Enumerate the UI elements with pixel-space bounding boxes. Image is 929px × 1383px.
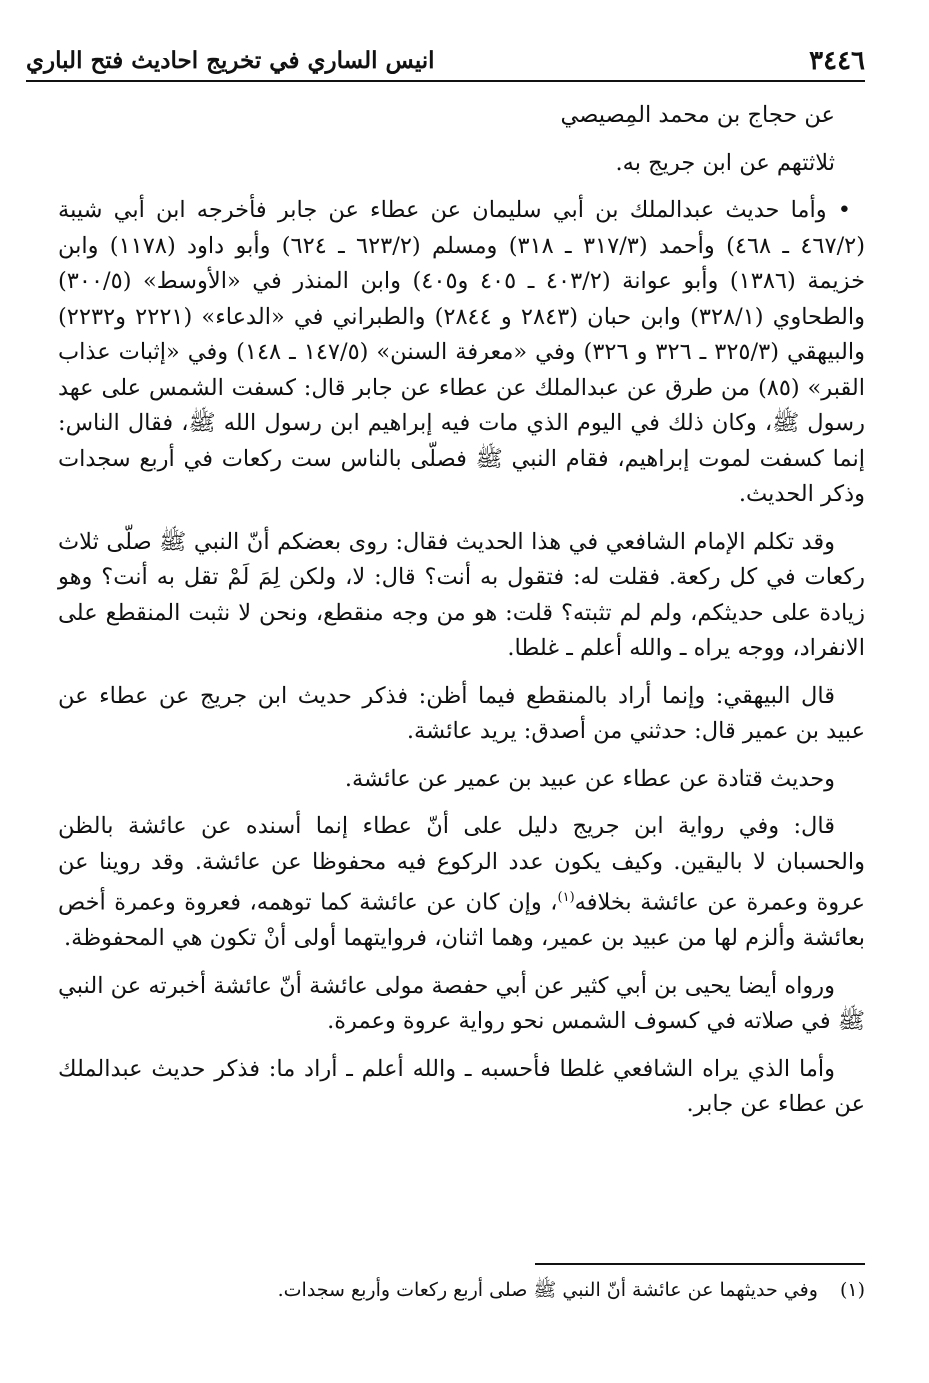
running-header: [26, 36, 865, 82]
footnote-text: وفي حديثهما عن عائشة أنّ النبي ﷺ صلى أربع ركعات وأربع سجدات.: [277, 1279, 818, 1301]
page-number: ٣٤٤٦: [809, 46, 865, 76]
paragraph-6: وحديث قتادة عن عطاء عن عبيد بن عمير عن عائشة.: [344, 765, 835, 792]
footnote-number: (١): [839, 1279, 865, 1301]
paragraph-4: وقد تكلم الإمام الشافعي في هذا الحديث فقال: روى بعضكم أنّ النبي ﷺ صلّى ثلاث ركعات في كل ركعة. فقلت له: فتقول به أنت؟ قال: لا، ولكن لِمَ لَمْ تقل به أنت؟ وهو زيادة على حديثكم، ولم لم تثبته؟ قلت: هو من وجه منقطع، ونحن لا نثبت المنقطع على الانفراد، ووجه يراه ـ والله أعلم ـ غلطا.: [58, 528, 865, 661]
paragraph-2: ثلاثتهم عن ابن جريج به.: [615, 149, 835, 176]
footnote: [58, 1275, 865, 1305]
paragraph-1: عن حجاج بن محمد المِصيصي: [560, 102, 835, 128]
paragraph-7: [58, 809, 865, 957]
running-title: انيس الساري في تخريج احاديث فتح الباري: [26, 47, 435, 74]
paragraph-5: قال البيهقي: وإنما أراد بالمنقطع فيما أظن: فذكر حديث ابن جريج عن عطاء عن عبيد بن عمير قال: حدثني من أصدق: يريد عائشة.: [58, 682, 865, 744]
paragraph-9: وأما الذي يراه الشافعي غلطا فأحسبه ـ والله أعلم ـ أراد ما: فذكر حديث عبدالملك عن عطاء عن جابر.: [58, 1055, 865, 1117]
footnote-reference: (١): [557, 890, 575, 905]
paragraph-3: • وأما حديث عبدالملك بن أبي سليمان عن عطاء عن جابر فأخرجه ابن أبي شيبة (٤٦٧/٢ ـ ٤٦٨) وأحمد (٣١٧/٣ ـ ٣١٨) ومسلم (٦٢٣/٢ ـ ٦٢٤) وأبو داود (١١٧٨) وابن خزيمة (١٣٨٦) وأبو عوانة (٤٠٣/٢ ـ ٤٠٥ و٤٠٥) وابن المنذر في «الأوسط» (٣٠٠/٥) والطحاوي (٣٢٨/١) وابن حبان (٢٨٤٣ و ٢٨٤٤) والطبراني في «الدعاء» (٢٢٢١ و٢٢٣٢) والبيهقي (٣٢٥/٣ ـ ٣٢٦ و ٣٢٦) وفي «معرفة السنن» (١٤٧/٥ ـ ١٤٨) وفي «إثبات عذاب القبر» (٨٥) من طرق عن عبدالملك عن عطاء عن جابر قال: كسفت الشمس على عهد رسول ﷺ، وكان ذلك في اليوم الذي مات فيه إبراهيم ابن رسول الله ﷺ، فقال الناس: إنما كسفت لموت إبراهيم، فقام النبي ﷺ فصلّى بالناس ست ركعات في أربع سجدات وذكر الحديث.: [58, 197, 866, 507]
paragraph-7-part-a: قال: وفي رواية ابن جريج دليل على أنّ عطاء إنما أسنده عن عائشة بالظن والحسبان لا باليقين. وكيف يكون عدد الركوع فيه محفوظا عن عائشة. وقد روينا عن عروة وعمرة عن عائشة بخلافه: [58, 813, 865, 916]
paragraph-7-part-b: ، وإن كان عن عائشة كما توهمه، فعروة وعمرة أخص بعائشة وألزم لها من عبيد بن عمير، وهما اثنان، فروايتهما أولى أنْ تكون هي المحفوظة.: [58, 889, 865, 951]
paragraph-8: ورواه أيضا يحيى بن أبي كثير عن أبي حفصة مولى عائشة أنّ عائشة أخبرته عن النبي ﷺ في صلاته في كسوف الشمس نحو رواية عروة وعمرة.: [58, 972, 865, 1034]
footnote-separator: [535, 1263, 865, 1265]
body-text: [58, 98, 865, 1135]
